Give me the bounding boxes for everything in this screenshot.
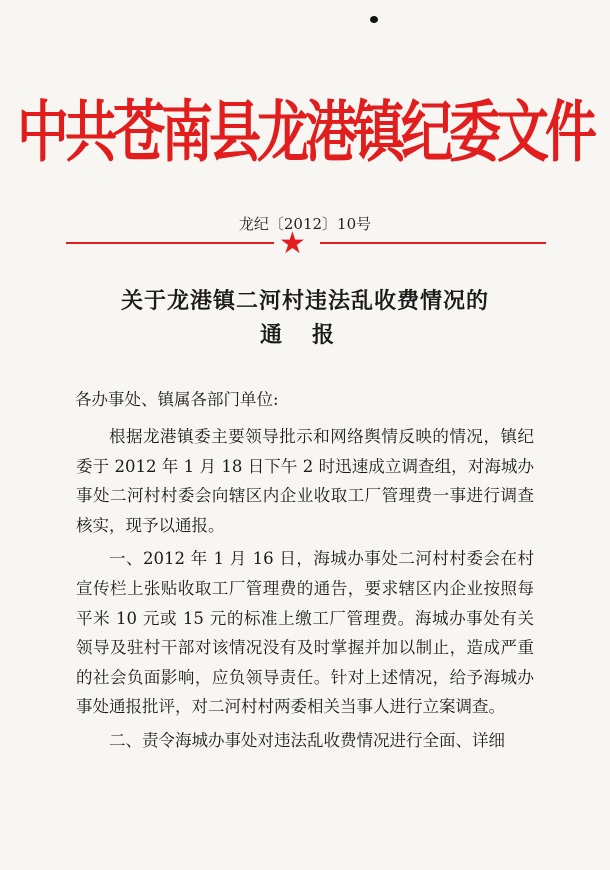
- paragraph-intro: 根据龙港镇委主要领导批示和网络舆情反映的情况，镇纪委于 2012 年 1 月 18 日下午 2 时迅速成立调查组，对海城办事处二河村村委会向辖区内企业收取工厂管理费一事进行调查核实，现予以通报。: [76, 427, 534, 535]
- paragraph-item-1: 一、2012 年 1 月 16 日，海城办事处二河村村委会在村宣传栏上张贴收取工厂管理费的通告，要求辖区内企业按照每平米 10 元或 15 元的标准上缴工厂管理费。海城办事处有关领导及驻村干部对该情况没有及时掌握并加以制止，造成严重的社会负面影响，应负领导责任。针对上述情况，给予海城办事处通报批评，对二河村村两委相关当事人进行立案调查。: [76, 549, 534, 717]
- issuer-header: 中共苍南县龙港镇纪委文件: [16, 94, 593, 172]
- document-number: 龙纪〔2012〕10号: [238, 215, 372, 233]
- red-separator: [66, 226, 546, 261]
- document-body: [76, 422, 534, 760]
- ink-dot: [370, 16, 378, 23]
- document-title-line1: 关于龙港镇二河村违法乱收费情况的: [120, 288, 489, 314]
- separator-line-right: [320, 242, 546, 244]
- separator-line-left: [66, 242, 274, 244]
- paragraph-item-2: 二、责令海城办事处对违法乱收费情况进行全面、详细: [109, 730, 505, 750]
- star-icon: ★: [279, 226, 306, 261]
- document-title-line2: 通报: [259, 322, 364, 348]
- salutation: 各办事处、镇属各部门单位:: [75, 390, 279, 409]
